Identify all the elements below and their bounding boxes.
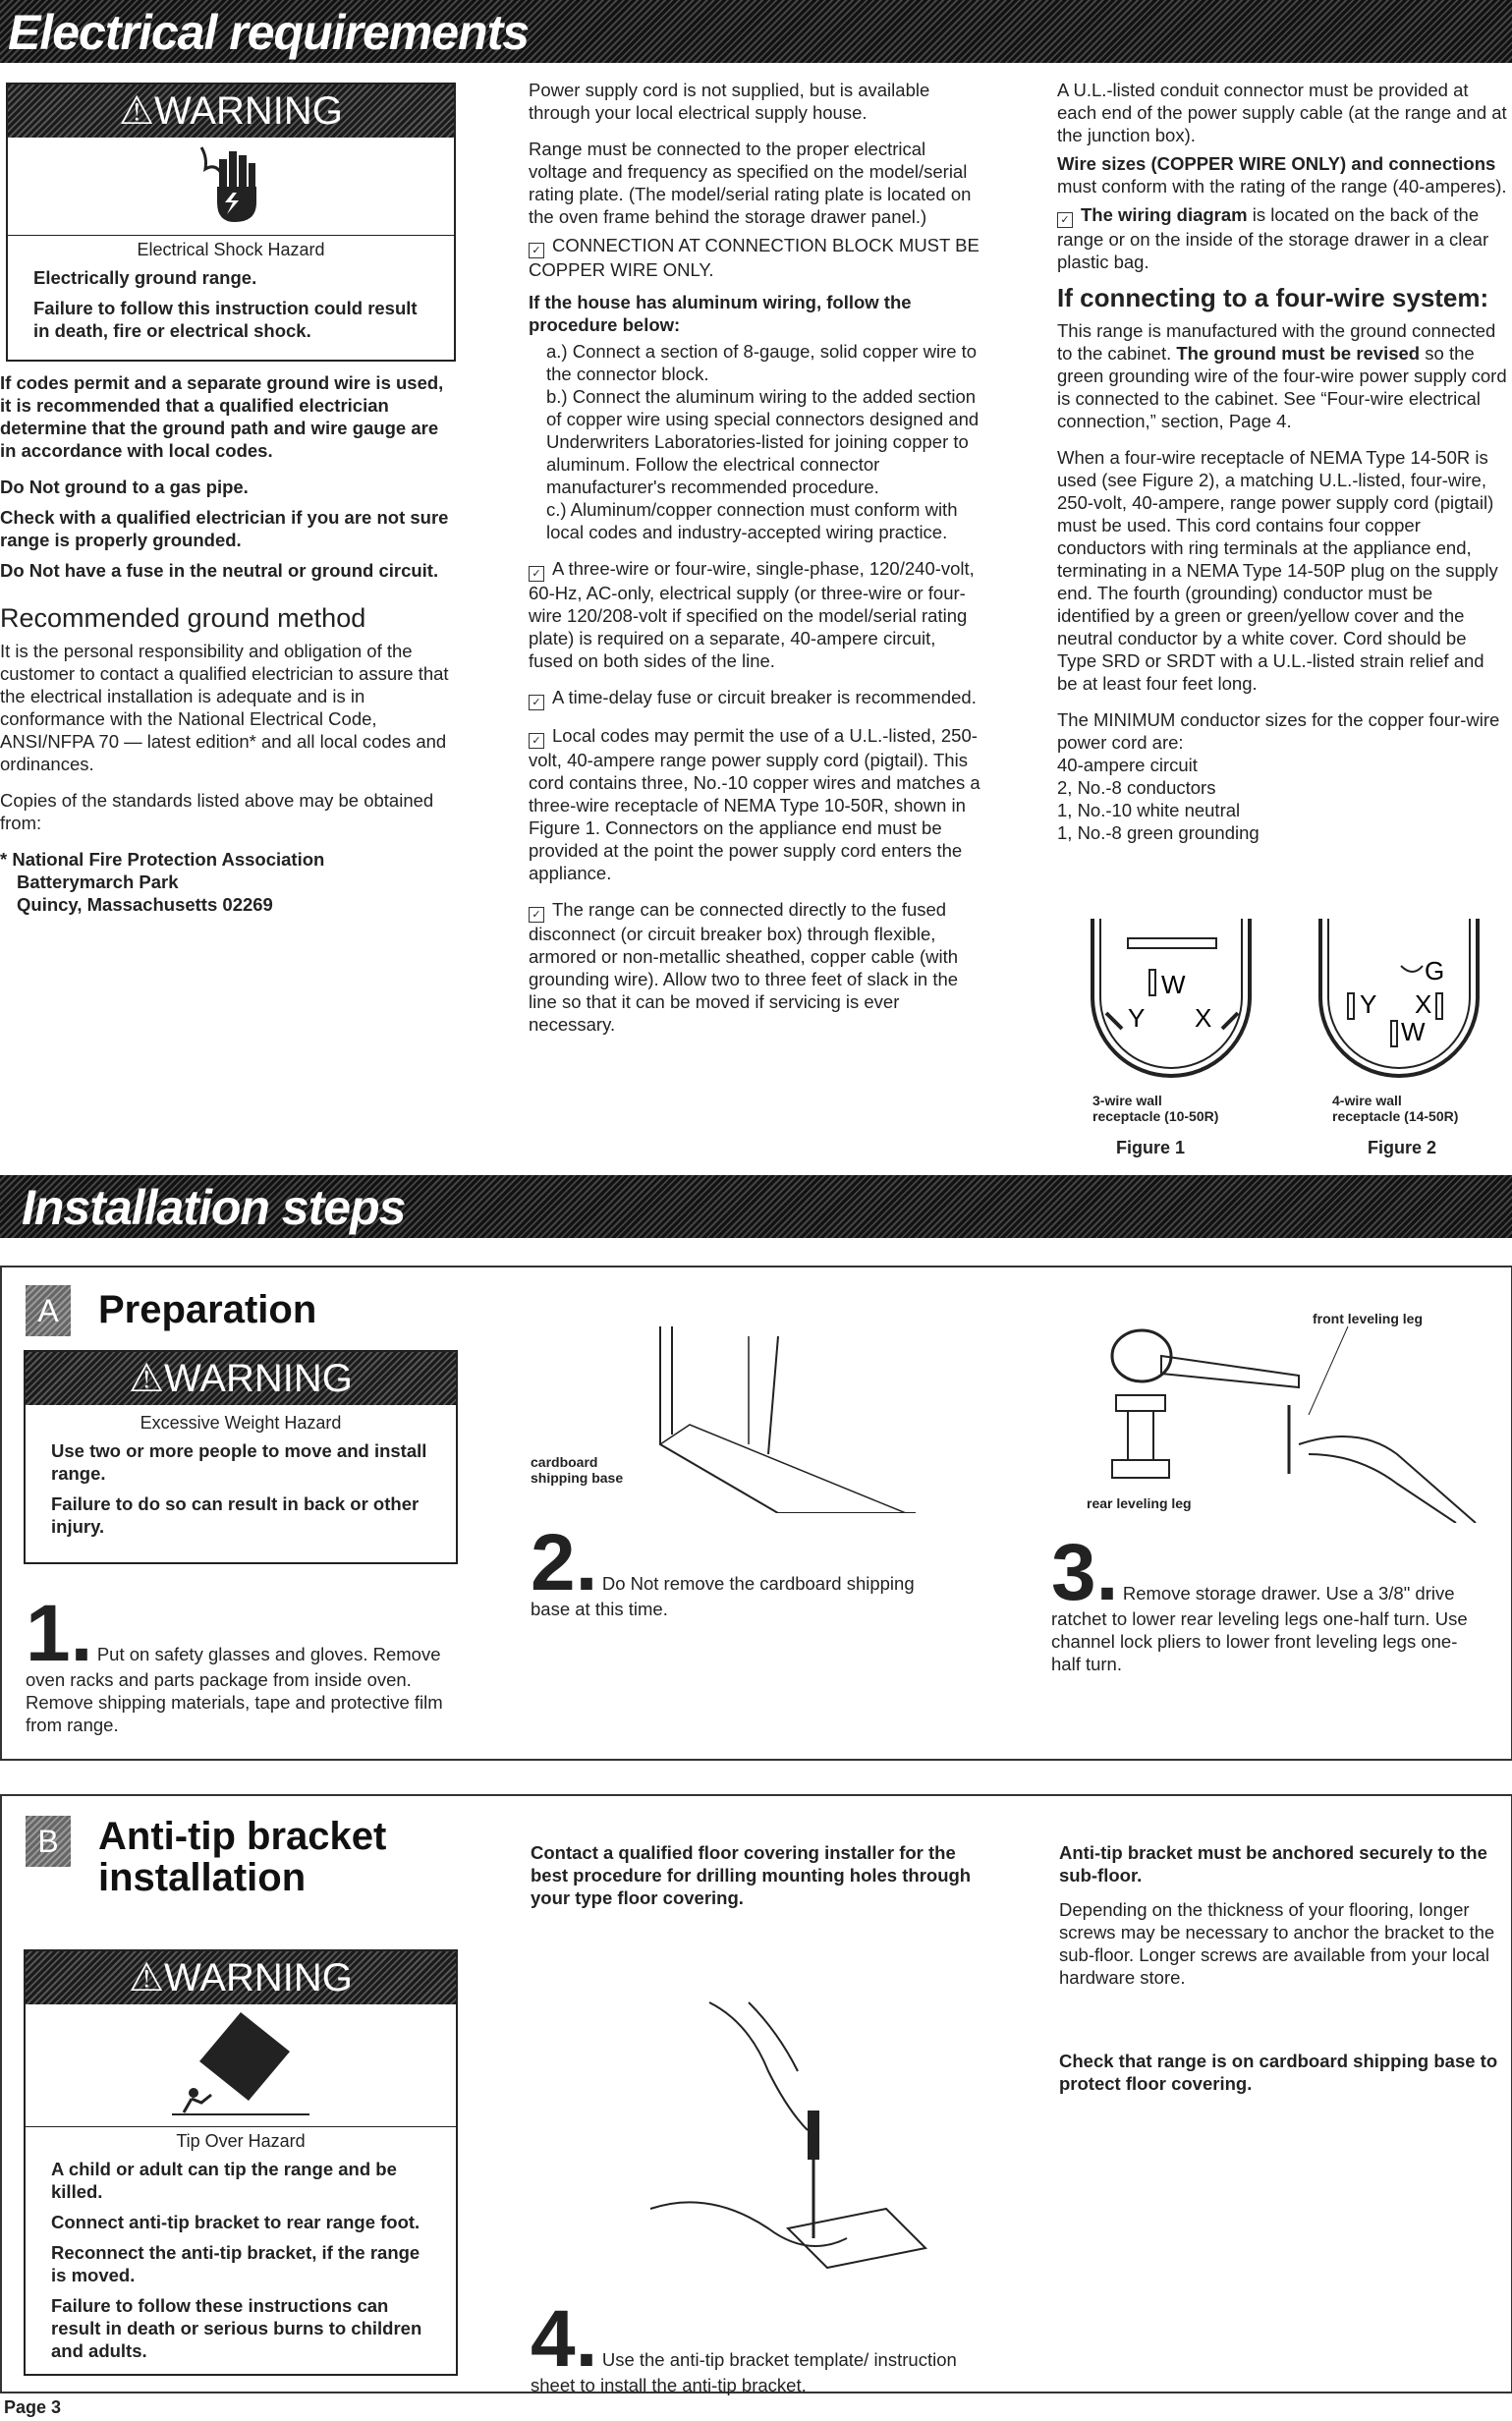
three-wire-receptacle-diagram (1079, 919, 1265, 1086)
fuse-text: Do Not have a fuse in the neutral or ground circuit. (0, 560, 439, 581)
checkbox-icon: ✓ (529, 695, 544, 710)
step-text: Put on safety glasses and gloves. Remove oven racks and parts package from inside oven. Remove shipping materials, tape and protective film from range. (26, 1644, 443, 1735)
leveling-legs-illustration (1083, 1307, 1495, 1523)
x-label: X (1415, 989, 1432, 1019)
fig2-label: 4-wire wall (1332, 1093, 1402, 1108)
section-anti-tip (0, 1794, 1512, 2393)
qualified-electrician-text: Check with a qualified electrician if you are not sure range is properly grounded. (0, 507, 449, 550)
checkbox-icon: ✓ (529, 566, 544, 582)
fig1-caption: Figure 1 (1116, 1138, 1186, 1157)
fuse-rec-text: ✓ A time-delay fuse or circuit breaker is recommended. (529, 686, 980, 710)
copper-wire-text: ✓ CONNECTION AT CONNECTION BLOCK MUST BE COPPER WIRE ONLY. (529, 235, 980, 280)
weight-warning-box (24, 1350, 458, 1564)
warning-line: Electrically ground range. (33, 267, 257, 288)
minimum-text: The MINIMUM conductor sizes for the copper four-wire power cord are: (1057, 709, 1500, 753)
checkbox-icon: ✓ (529, 907, 544, 923)
nema-text: When a four-wire receptacle of NEMA Type 14-50R is used (see Figure 2), a matching U.L.-listed, four-wire, 250-volt, 40-ampere, range power supply cord (pigtail) must be used. This cord contains four copper conductors with ring terminals at the appliance end, terminating in a NEMA Type 14-50P plug on the supply end. The fourth (grounding) conductor must be identified by a green or green/yellow cover and the neutral conductor by a white cover. Cord should be Type SRD or SRDT with a U.L.-listed strain relief and be at least four feet long. (1057, 447, 1498, 694)
y-label: Y (1128, 1003, 1146, 1033)
section-preparation (0, 1266, 1512, 1761)
four-wire-receptacle-diagram (1307, 919, 1493, 1086)
four-wire-heading: If connecting to a four-wire system: (1057, 283, 1489, 312)
installation-title: Installation steps (22, 1180, 406, 1235)
warning-header: ⚠WARNING (26, 1352, 456, 1405)
rear-leg-label: rear leveling leg (1087, 1495, 1192, 1511)
x-label: X (1195, 1003, 1212, 1033)
step-b: b.) Connect the aluminum wiring to the added section of copper wire using special connectors designed and Underwriters Laboratories-listed for joining copper to aluminum. Follow the electrical connector manufacturer's recommended procedure. (546, 386, 980, 497)
four-wire-text: This range is manufactured with the ground connected to the cabinet. The ground must be revised so the green grounding wire of the four-wire power supply cord is connected to the cabinet. See “Four-wire electrical connection,” section, Page 4. (1057, 320, 1507, 431)
warning-line: A child or adult can tip the range and be killed. (51, 2159, 397, 2202)
y-label: Y (1360, 989, 1377, 1019)
step-2 (531, 1518, 953, 1620)
right-column (1057, 79, 1509, 844)
recommended-ground-heading: Recommended ground method (0, 603, 366, 633)
tip-hazard-label: Tip Over Hazard (26, 2126, 456, 2152)
g-label: G (1425, 956, 1445, 985)
weight-hazard-label: Excessive Weight Hazard (140, 1413, 342, 1433)
address-line: Batterymarch Park (17, 872, 179, 892)
supply-text: ✓ A three-wire or four-wire, single-phase, 120/240-volt, 60-Hz, AC-only, electrical supply (or three-wire or four-wire 120/208-volt if specified on the model/serial rating plate) is required on a separate, 40-ampere circuit, fused on both sides of the line. (529, 558, 975, 671)
front-leg-label: front leveling leg (1313, 1311, 1424, 1326)
shock-hand-icon (8, 138, 454, 231)
w-label: W (1161, 970, 1186, 999)
wire-sizes-text: Wire sizes (COPPER WIRE ONLY) and connections must conform with the rating of the range (40-amperes). (1057, 153, 1507, 197)
supply-cord-text: Power supply cord is not supplied, but is available through your local electrical supply house. (529, 80, 930, 123)
middle-column (529, 79, 980, 1049)
anchor-text: Anti-tip bracket must be anchored securely to the sub-floor. (1059, 1842, 1487, 1886)
figure-1 (1079, 919, 1275, 1164)
floor-installer-text: Contact a qualified floor covering installer for the best procedure for drilling mounting holes through your type floor covering. (531, 1842, 972, 1908)
preparation-title: Preparation (98, 1288, 317, 1331)
step-c: c.) Aluminum/copper connection must conform with local codes and industry-accepted wiring practice. (546, 499, 958, 542)
copies-text: Copies of the standards listed above may be obtained from: (0, 790, 434, 833)
warning-line: Reconnect the anti-tip bracket, if the range is moved. (51, 2242, 420, 2285)
step-3 (1051, 1528, 1484, 1675)
voltage-text: Range must be connected to the proper electrical voltage and frequency as specified on the model/serial rating plate. (The model/serial rating plate is located on the oven frame behind the storage drawer panel.) (529, 139, 972, 227)
ground-wire-text: If codes permit and a separate ground wire is used, it is recommended that a qualified electrician determine that the ground path and wire gauge are in accordance with local codes. (0, 372, 444, 461)
address-line: * National Fire Protection Association (0, 849, 325, 870)
step-text: Do Not remove the cardboard shipping base at this time. (531, 1573, 915, 1619)
electrical-banner (0, 0, 1512, 63)
electrical-title: Electrical requirements (8, 5, 530, 60)
step-number: 4. (531, 2294, 598, 2384)
shock-warning-box (6, 83, 456, 362)
step-number: 2. (531, 1518, 598, 1607)
responsibility-text: It is the personal responsibility and obligation of the customer to contact a qualified electrician to assure that the electrical installation is adequate and is in conformance with the National Electrical Code, ANSI/NFPA 70 — latest edition* and all local codes and ordinances. (0, 641, 449, 774)
warning-header: ⚠WARNING (26, 1951, 456, 2004)
warning-line: Failure to follow this instruction could result in death, fire or electrical shock. (33, 298, 418, 341)
conduit-text: A U.L.-listed conduit connector must be provided at each end of the power supply cable (at the range and at the junction box). (1057, 80, 1507, 145)
direct-connect-text: ✓ The range can be connected directly to the fused disconnect (or circuit breaker box) through flexible, armored or non-metallic sheathed, copper cable (with grounding wire). Allow two to three feet of slack in the line so that it can be moved if servicing is ever necessary. (529, 899, 959, 1035)
installation-banner (0, 1175, 1512, 1238)
checkbox-icon: ✓ (529, 243, 544, 258)
conductor-line: 2, No.-8 conductors (1057, 777, 1216, 798)
conductor-line: 1, No.-10 white neutral (1057, 800, 1241, 820)
anti-tip-title: Anti-tip bracket installation (98, 1815, 387, 1899)
warning-header: ⚠WARNING (8, 84, 454, 138)
step-number: 1. (26, 1589, 93, 1678)
page-number: Page 3 (4, 2397, 62, 2417)
wiring-diagram-text: ✓ The wiring diagram is located on the back of the range or on the inside of the storage drawer in a clear plastic bag. (1057, 204, 1489, 272)
conductor-line: 40-ampere circuit (1057, 755, 1198, 775)
fig2-label2: receptacle (14-50R) (1332, 1108, 1459, 1124)
step-text: Use the anti-tip bracket template/ instruction sheet to install the anti-tip bracket. (531, 2349, 957, 2395)
left-column (0, 371, 458, 916)
aluminum-heading: If the house has aluminum wiring, follow the procedure below: (529, 292, 912, 335)
w-label: W (1401, 1017, 1426, 1046)
cardboard-check-text: Check that range is on cardboard shipping base to protect floor covering. (1059, 2051, 1498, 2094)
warning-line: Failure to do so can result in back or other injury. (51, 1493, 420, 1537)
section-letter-a: A (26, 1285, 71, 1336)
cardboard-base-illustration (611, 1317, 925, 1513)
shock-hazard-label: Electrical Shock Hazard (8, 235, 454, 260)
warning-line: Failure to follow these instructions can result in death or serious burns to children and adults. (51, 2295, 422, 2361)
section-letter-b: B (26, 1816, 71, 1867)
checkbox-icon: ✓ (529, 733, 544, 749)
warning-line: Use two or more people to move and install range. (51, 1440, 427, 1484)
cardboard-label: cardboard shipping base (531, 1454, 624, 1486)
tip-over-icon (26, 2004, 456, 2122)
figure-2 (1307, 919, 1512, 1164)
drilling-illustration (631, 1993, 965, 2287)
fig2-caption: Figure 2 (1368, 1138, 1437, 1157)
address-line: Quincy, Massachusetts 02269 (17, 894, 273, 915)
screws-text: Depending on the thickness of your flooring, longer screws may be necessary to anchor the bracket to the sub-floor. Longer screws are available from your local hardware store. (1059, 1899, 1495, 1988)
conductor-line: 1, No.-8 green grounding (1057, 822, 1260, 843)
local-codes-text: ✓ Local codes may permit the use of a U.L.-listed, 250-volt, 40-ampere range power supply cord (pigtail). This cord contains three, No.-10 copper wires and matches a three-wire receptacle of NEMA Type 10-50R, shown in Figure 1. Connectors on the appliance end must be provided at the point the power supply cord enters the appliance. (529, 725, 980, 883)
warning-line: Connect anti-tip bracket to rear range foot. (51, 2212, 420, 2232)
fig1-label: 3-wire wall (1092, 1093, 1162, 1108)
step-number: 3. (1051, 1528, 1119, 1617)
step-1 (26, 1589, 448, 1736)
step-text: Remove storage drawer. Use a 3/8" drive ratchet to lower rear leveling legs one-half turn. Use channel lock pliers to lower front leveling legs one-half turn. (1051, 1583, 1468, 1674)
step-a: a.) Connect a section of 8-gauge, solid copper wire to the connector block. (546, 341, 978, 384)
anchor-text-block (1059, 1841, 1501, 1989)
tip-over-warning-box (24, 1949, 458, 2376)
checkbox-icon: ✓ (1057, 212, 1073, 228)
fig1-label2: receptacle (10-50R) (1092, 1108, 1219, 1124)
gas-pipe-text: Do Not ground to a gas pipe. (0, 477, 249, 497)
step-4 (531, 2294, 992, 2396)
